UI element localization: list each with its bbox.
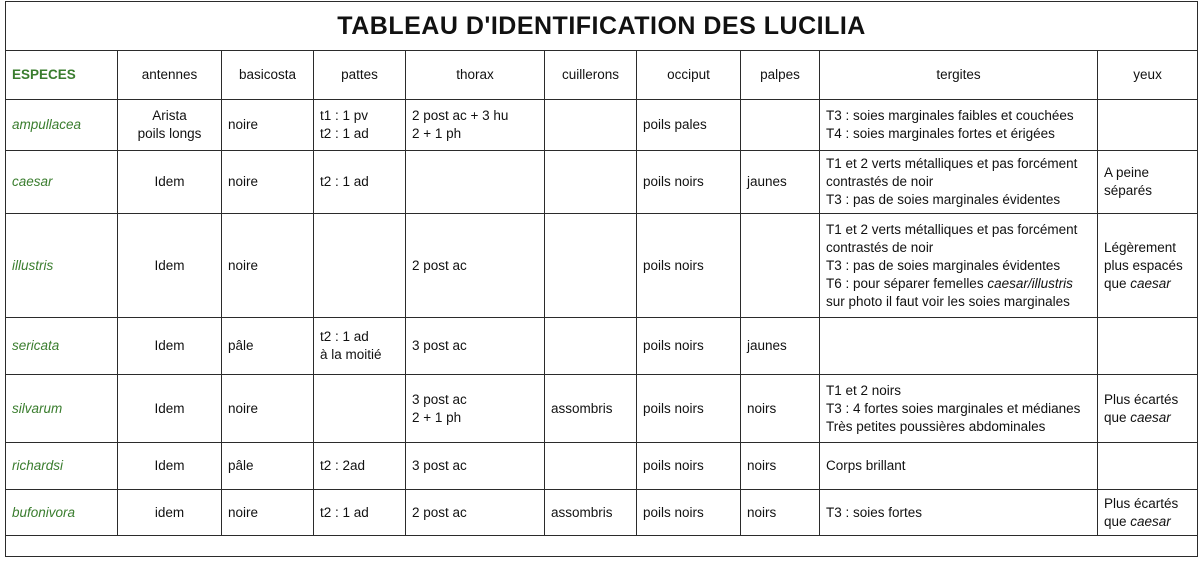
cell-line: contrastés de noir: [826, 239, 934, 255]
cell-line: à la moitié: [320, 347, 382, 362]
cell-line: 2 + 1 ph: [412, 409, 462, 425]
cell-line: T3 : 4 fortes soies marginales et médianes: [826, 400, 1081, 416]
cell-palpes: jaunes: [741, 151, 820, 214]
cell-line: poils longs: [137, 126, 202, 141]
yeux-text: que: [1104, 275, 1131, 291]
cell-antennes: Idem: [118, 151, 222, 214]
cell-occiput: poils noirs: [637, 443, 741, 490]
table-row-richardsi: [6, 443, 1198, 490]
cell-thorax: [406, 375, 545, 443]
table-row-caesar: [6, 151, 1198, 214]
cell-occiput: poils noirs: [637, 318, 741, 375]
t6-text: T6 : pour séparer femelles: [826, 275, 988, 291]
cell-palpes: [741, 214, 820, 318]
cell-yeux: [1098, 490, 1198, 536]
cell-basicosta: pâle: [222, 318, 314, 375]
cell-pattes: [314, 100, 406, 151]
cell-palpes: noirs: [741, 375, 820, 443]
cell-thorax: 2 post ac: [406, 490, 545, 536]
header-cuillerons: cuillerons: [545, 51, 637, 100]
cell-line: 2 + 1 ph: [412, 126, 462, 141]
table-title: TABLEAU D'IDENTIFICATION DES LUCILIA: [6, 2, 1198, 51]
cell-line: 3 post ac: [412, 391, 467, 407]
cell-occiput: poils pales: [637, 100, 741, 151]
cell-line: [1104, 409, 1191, 427]
cell-line: t2 : 1 ad: [320, 126, 369, 141]
cell-line: Très petites poussières abdominales: [826, 418, 1046, 434]
header-especes: ESPECES: [6, 51, 118, 100]
species-name: richardsi: [6, 443, 118, 490]
cell-basicosta: noire: [222, 214, 314, 318]
cell-pattes: t2 : 1 ad: [314, 490, 406, 536]
cell-line: [1104, 513, 1191, 531]
cell-yeux: [1098, 214, 1198, 318]
species-name: bufonivora: [6, 490, 118, 536]
species-name: caesar: [6, 151, 118, 214]
cell-line: t2 : 1 ad: [320, 329, 369, 344]
cell-basicosta: noire: [222, 100, 314, 151]
footer-empty-cell: [6, 536, 1198, 557]
cell-line: sur photo il faut voir les soies marginales: [826, 293, 1070, 309]
cell-antennes: Idem: [118, 318, 222, 375]
cell-thorax: [406, 100, 545, 151]
header-palpes: palpes: [741, 51, 820, 100]
cell-pattes: t2 : 1 ad: [314, 151, 406, 214]
cell-line: contrastés de noir: [826, 174, 934, 189]
cell-tergites: [820, 318, 1098, 375]
cell-line: Plus écartés: [1104, 495, 1179, 511]
species-name: ampullacea: [6, 100, 118, 151]
cell-palpes: noirs: [741, 443, 820, 490]
lucilia-identification-table: [5, 1, 1198, 557]
yeux-text: que: [1104, 513, 1131, 529]
cell-basicosta: noire: [222, 490, 314, 536]
cell-antennes: Idem: [118, 214, 222, 318]
cell-line: séparés: [1104, 183, 1153, 198]
cell-pattes: [314, 318, 406, 375]
cell-yeux: [1098, 443, 1198, 490]
species-name: silvarum: [6, 375, 118, 443]
cell-line: T1 et 2 verts métalliques et pas forcément: [826, 156, 1078, 171]
cell-basicosta: noire: [222, 151, 314, 214]
header-antennes: antennes: [118, 51, 222, 100]
header-pattes: pattes: [314, 51, 406, 100]
cell-line: T4 : soies marginales fortes et érigées: [826, 126, 1055, 141]
cell-thorax: 2 post ac: [406, 214, 545, 318]
cell-line: Arista: [152, 108, 187, 123]
cell-line: [826, 275, 1091, 293]
cell-antennes: Idem: [118, 443, 222, 490]
cell-line: t1 : 1 pv: [320, 108, 369, 123]
cell-palpes: [741, 100, 820, 151]
cell-tergites: [820, 214, 1098, 318]
species-name: sericata: [6, 318, 118, 375]
header-tergites: tergites: [820, 51, 1098, 100]
cell-line: T3 : pas de soies marginales évidentes: [826, 257, 1061, 273]
cell-tergites: [820, 100, 1098, 151]
table-row-illustris: [6, 214, 1198, 318]
cell-line: 2 post ac + 3 hu: [412, 108, 509, 123]
cell-yeux: [1098, 318, 1198, 375]
table-row-ampullacea: [6, 100, 1198, 151]
cell-yeux: [1098, 375, 1198, 443]
cell-thorax: [406, 151, 545, 214]
yeux-species-italic: caesar: [1130, 513, 1171, 529]
cell-basicosta: noire: [222, 375, 314, 443]
cell-tergites: [820, 375, 1098, 443]
cell-pattes: [314, 214, 406, 318]
cell-palpes: noirs: [741, 490, 820, 536]
cell-antennes: Idem: [118, 375, 222, 443]
cell-line: Légèrement: [1104, 239, 1177, 255]
cell-line: Plus écartés: [1104, 391, 1179, 407]
cell-occiput: poils noirs: [637, 214, 741, 318]
cell-line: A peine: [1104, 165, 1150, 180]
cell-line: T1 et 2 noirs: [826, 382, 902, 398]
cell-line: plus espacés: [1104, 257, 1183, 273]
cell-line: T3 : soies marginales faibles et couchées: [826, 108, 1074, 123]
header-yeux: yeux: [1098, 51, 1198, 100]
cell-yeux: [1098, 100, 1198, 151]
species-name: illustris: [6, 214, 118, 318]
cell-thorax: 3 post ac: [406, 318, 545, 375]
yeux-species-italic: caesar: [1130, 275, 1171, 291]
cell-tergites: [820, 151, 1098, 214]
cell-cuillerons: [545, 214, 637, 318]
table-footer-row: [6, 536, 1198, 557]
t6-species-italic: caesar/illustris: [987, 275, 1073, 291]
cell-pattes: t2 : 2ad: [314, 443, 406, 490]
cell-occiput: poils noirs: [637, 375, 741, 443]
cell-palpes: jaunes: [741, 318, 820, 375]
cell-occiput: poils noirs: [637, 490, 741, 536]
cell-cuillerons: [545, 100, 637, 151]
yeux-species-italic: caesar: [1130, 409, 1171, 425]
cell-yeux: [1098, 151, 1198, 214]
cell-cuillerons: assombris: [545, 490, 637, 536]
cell-line: T3 : pas de soies marginales évidentes: [826, 192, 1061, 207]
cell-line: T1 et 2 verts métalliques et pas forcément: [826, 221, 1078, 237]
cell-tergites: Corps brillant: [820, 443, 1098, 490]
cell-antennes: idem: [118, 490, 222, 536]
cell-tergites: T3 : soies fortes: [820, 490, 1098, 536]
yeux-text: que: [1104, 409, 1131, 425]
header-basicosta: basicosta: [222, 51, 314, 100]
cell-thorax: 3 post ac: [406, 443, 545, 490]
cell-cuillerons: [545, 151, 637, 214]
table-row-sericata: [6, 318, 1198, 375]
header-occiput: occiput: [637, 51, 741, 100]
cell-pattes: [314, 375, 406, 443]
cell-antennes: [118, 100, 222, 151]
cell-basicosta: pâle: [222, 443, 314, 490]
cell-cuillerons: assombris: [545, 375, 637, 443]
header-row: [6, 51, 1198, 100]
cell-occiput: poils noirs: [637, 151, 741, 214]
cell-cuillerons: [545, 318, 637, 375]
table-row-silvarum: [6, 375, 1198, 443]
cell-cuillerons: [545, 443, 637, 490]
header-thorax: thorax: [406, 51, 545, 100]
cell-line: [1104, 275, 1191, 293]
table-row-bufonivora: [6, 490, 1198, 536]
